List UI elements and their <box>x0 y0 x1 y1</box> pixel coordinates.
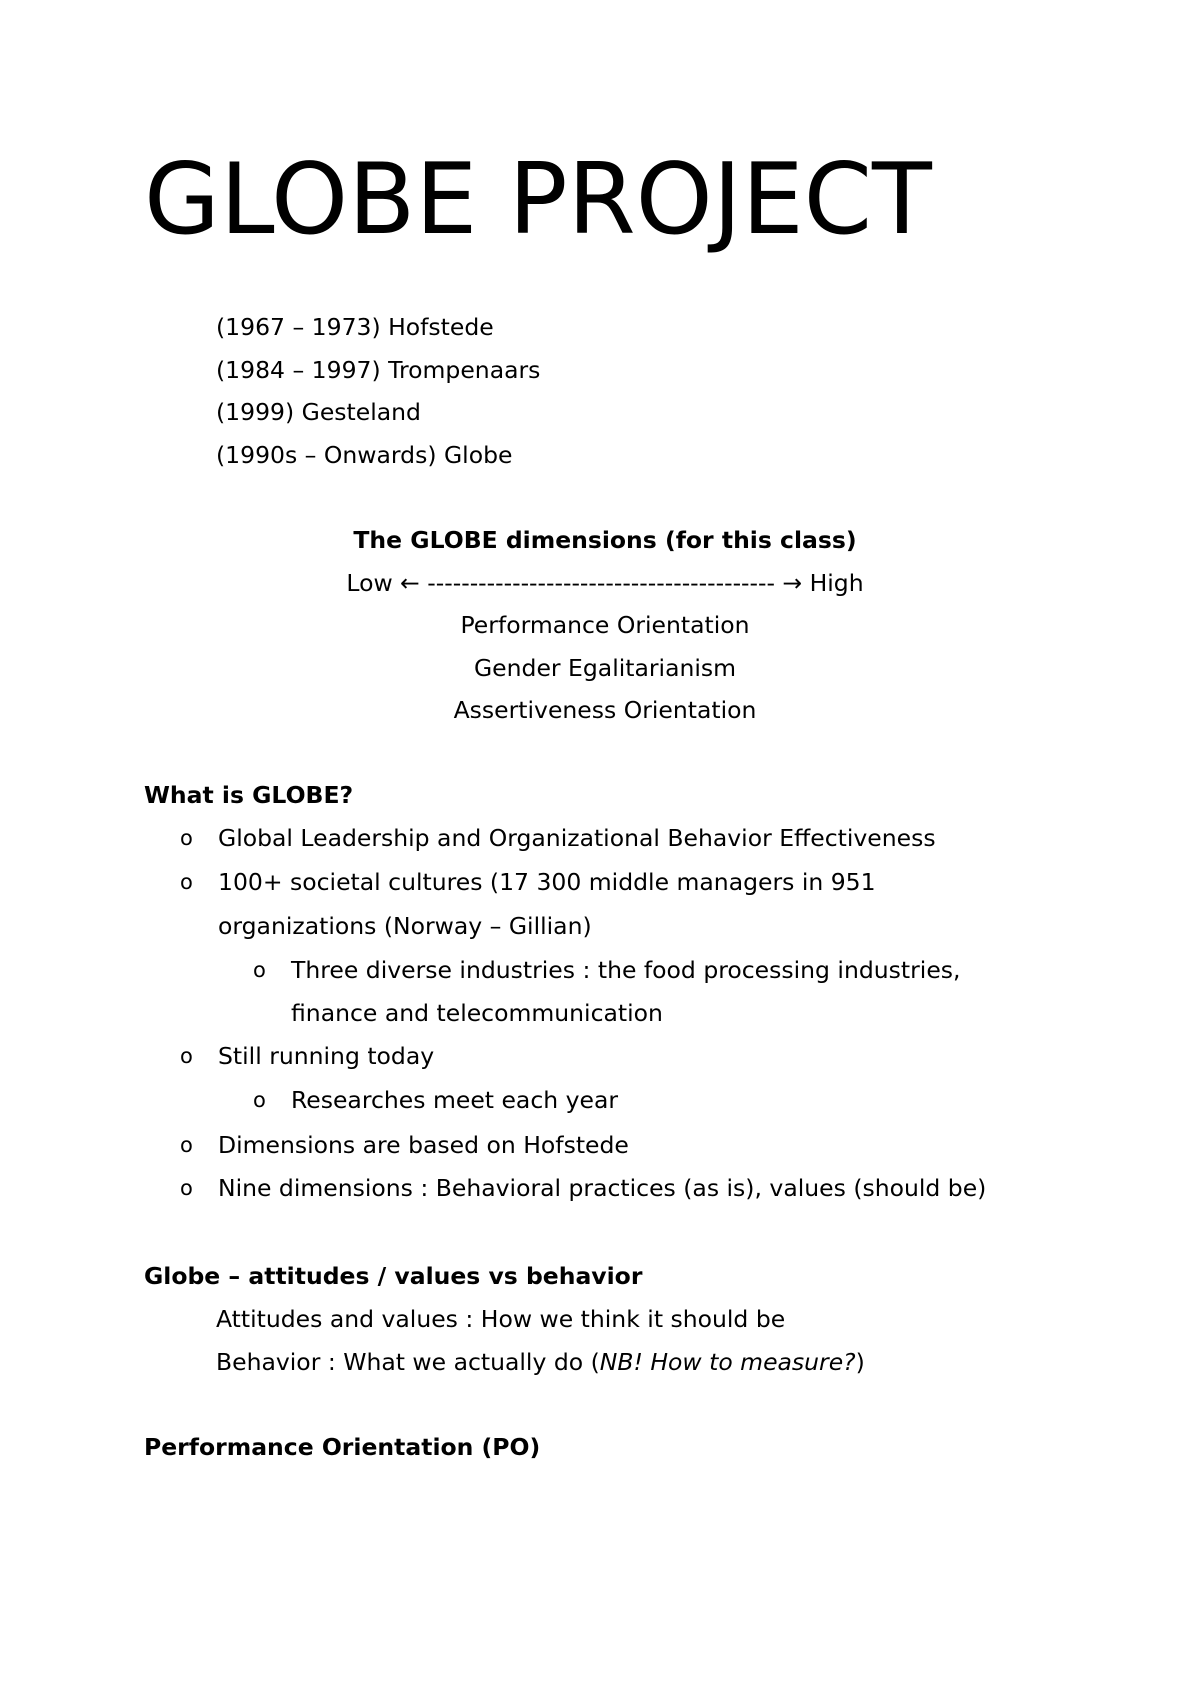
behavior-line-note: NB! How to measure? <box>599 1348 856 1376</box>
dimensions-heading: The GLOBE dimensions (for this class) <box>353 526 857 554</box>
dimensions-scale: Low ← ----------------------------------------- → High <box>346 569 864 597</box>
list-item: Still running today <box>218 1042 435 1070</box>
bullet-marker: o <box>180 870 193 894</box>
section-heading-attitudes: Globe – attitudes / values vs behavior <box>144 1262 643 1290</box>
attitudes-line: Attitudes and values : How we think it should be <box>216 1305 786 1333</box>
sub-list-item: Three diverse industries : the food processing industries, <box>291 956 961 984</box>
sub-list-item-continuation: finance and telecommunication <box>291 999 663 1027</box>
list-item: 100+ societal cultures (17 300 middle managers in 951 <box>218 868 876 896</box>
list-item: Nine dimensions : Behavioral practices (as is), values (should be) <box>218 1174 987 1202</box>
timeline-item: (1967 – 1973) Hofstede <box>216 313 494 341</box>
list-item: Global Leadership and Organizational Behavior Effectiveness <box>218 824 936 852</box>
document-title: GLOBE PROJECT <box>144 143 932 257</box>
bullet-marker: o <box>180 1176 193 1200</box>
list-item: Dimensions are based on Hofstede <box>218 1131 629 1159</box>
bullet-marker: o <box>180 1044 193 1068</box>
bullet-marker: o <box>180 826 193 850</box>
timeline-item: (1990s – Onwards) Globe <box>216 441 513 469</box>
sub-list-item: Researches meet each year <box>291 1086 619 1114</box>
dimension-item: Performance Orientation <box>460 611 750 639</box>
section-heading-performance-orientation: Performance Orientation (PO) <box>144 1433 541 1461</box>
timeline-item: (1999) Gesteland <box>216 398 421 426</box>
list-item-continuation: organizations (Norway – Gillian) <box>218 912 592 940</box>
behavior-line <box>216 1347 865 1377</box>
dimension-item: Gender Egalitarianism <box>473 654 737 682</box>
behavior-line-suffix: ) <box>855 1348 865 1376</box>
behavior-line-prefix: Behavior : What we actually do ( <box>216 1348 600 1376</box>
timeline-item: (1984 – 1997) Trompenaars <box>216 356 541 384</box>
bullet-marker: o <box>253 958 266 982</box>
bullet-marker: o <box>180 1133 193 1157</box>
bullet-marker: o <box>253 1088 266 1112</box>
dimension-item: Assertiveness Orientation <box>453 696 757 724</box>
section-heading-what-is-globe: What is GLOBE? <box>144 781 354 809</box>
